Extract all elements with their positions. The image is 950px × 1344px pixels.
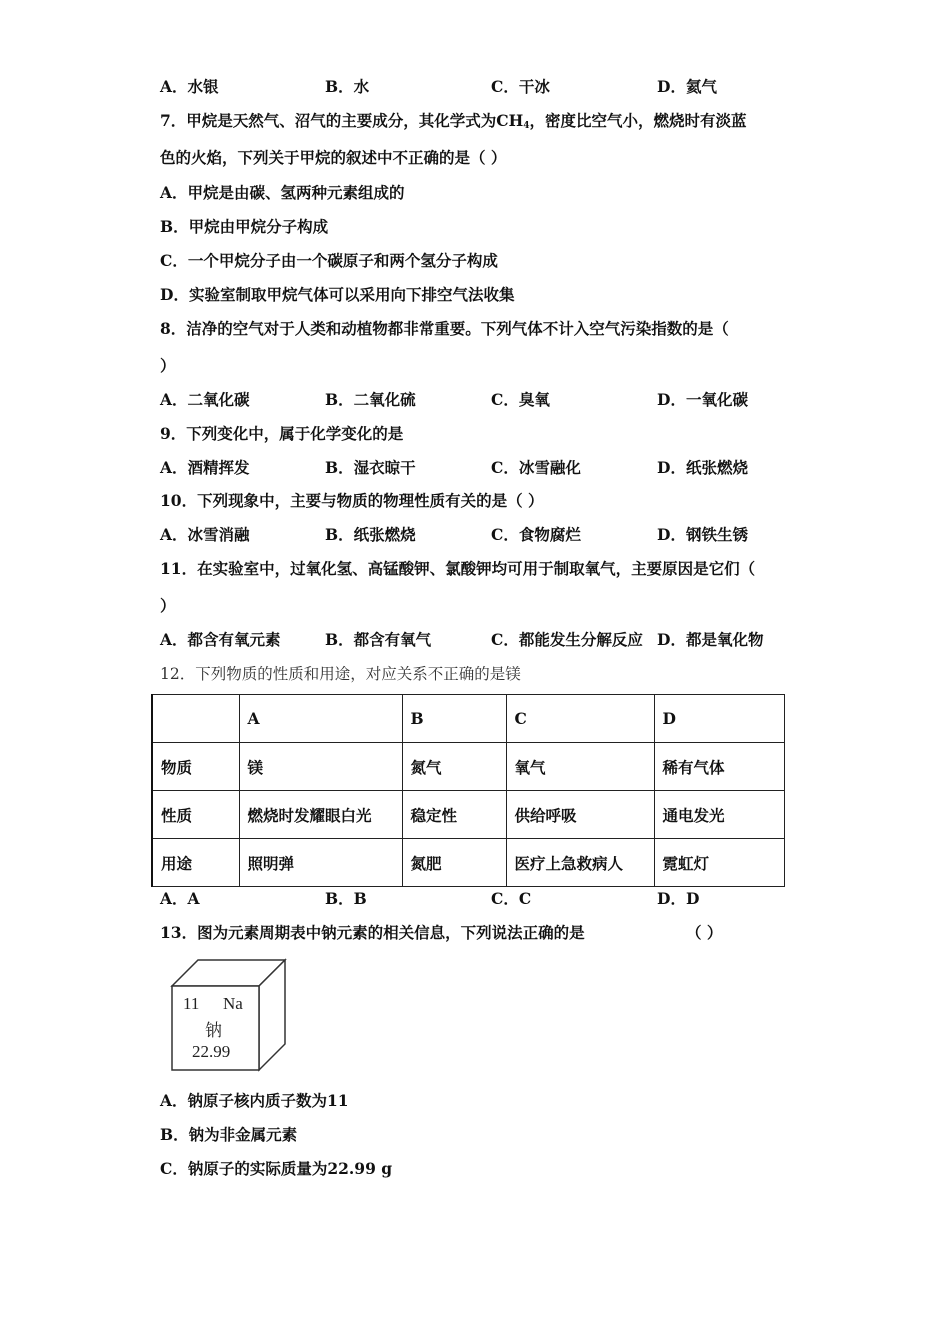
q7-option-c: C．一个甲烷分子由一个碳原子和两个氢分子构成 [160,251,498,270]
q8-option-c: C．臭氧 [491,390,550,409]
q6-option-a: A．水银 [160,77,219,96]
q8-stem-line2: ） [160,356,176,375]
q13-stem: 13．图为元素周期表中钠元素的相关信息，下列说法正确的是 [160,923,585,942]
q6-option-c: C．干冰 [491,77,550,96]
table-cell: 供给呼吸 [506,791,654,839]
q11-stem-line2: ） [160,596,176,615]
table-row [152,743,784,791]
element-atomic-number: 11 [183,994,200,1013]
q8-stem-line1: 8．洁净的空气对于人类和动植物都非常重要。下列气体不计入空气污染指数的是（ [160,319,729,338]
table-cell: 性质 [152,791,239,839]
table-header-cell: D [654,695,784,743]
table-header-cell: C [506,695,654,743]
table-cell: 氮肥 [402,839,506,887]
table-header-cell: A [239,695,402,743]
element-name: 钠 [205,1021,222,1040]
q13-answer-paren: （ ） [686,923,723,942]
q7-option-d: D．实验室制取甲烷气体可以采用向下排空气法收集 [160,285,515,304]
q8-option-d: D．一氧化碳 [657,390,748,409]
q9-option-d: D．纸张燃烧 [657,458,748,477]
q8-option-b: B．二氧化硫 [325,390,416,409]
q9-stem: 9．下列变化中，属于化学变化的是 [160,424,404,443]
q12-property-table [151,694,785,887]
q9-option-a: A．酒精挥发 [160,458,250,477]
table-cell: 照明弹 [239,839,402,887]
q7-stem-pre: 7．甲烷是天然气、沼气的主要成分，其化学式为CH [160,111,524,130]
q7-stem-post: ，密度比空气小，燃烧时有淡蓝 [529,111,747,130]
q11-option-a: A．都含有氧元素 [160,630,281,649]
table-cell: 稳定性 [402,791,506,839]
q7-stem-subscript: 4 [523,121,530,131]
q12-option-b: B．B [325,889,367,908]
q11-stem-line1: 11．在实验室中，过氧化氢、高锰酸钾、氯酸钾均可用于制取氧气，主要原因是它们（ [160,559,756,578]
q11-option-b: B．都含有氧气 [325,630,432,649]
q10-option-d: D．钢铁生锈 [657,525,748,544]
q6-option-b: B．水 [325,77,370,96]
q12-stem: 12．下列物质的性质和用途，对应关系不正确的是镁 [160,665,521,683]
table-row [152,839,784,887]
table-cell: 稀有气体 [654,743,784,791]
q7-stem-line1 [160,111,747,136]
q10-option-a: A．冰雪消融 [160,525,250,544]
element-symbol: Na [223,994,243,1013]
table-cell: 霓虹灯 [654,839,784,887]
table-header-cell: B [402,695,506,743]
table-cell: 氧气 [506,743,654,791]
sodium-element-cube [170,958,290,1074]
q9-option-b: B．湿衣晾干 [325,458,416,477]
q7-option-b: B．甲烷由甲烷分子构成 [160,217,329,236]
q7-stem-line2: 色的火焰，下列关于甲烷的叙述中不正确的是（ ） [160,148,507,167]
q7-option-a: A．甲烷是由碳、氢两种元素组成的 [160,183,405,202]
q10-stem: 10．下列现象中，主要与物质的物理性质有关的是（ ） [160,491,544,510]
q13-option-c: C．钠原子的实际质量为22.99 g [160,1159,393,1178]
q12-option-c: C．C [491,889,532,908]
q12-option-d: D．D [657,889,700,908]
table-cell: 用途 [152,839,239,887]
table-cell: 通电发光 [654,791,784,839]
q8-option-a: A．二氧化碳 [160,390,250,409]
table-cell: 燃烧时发耀眼白光 [239,791,402,839]
q9-option-c: C．冰雪融化 [491,458,581,477]
table-cell: 医疗上急救病人 [506,839,654,887]
q13-option-b: B．钠为非金属元素 [160,1125,298,1144]
table-cell: 物质 [152,743,239,791]
table-header-row [152,695,784,743]
q6-option-d: D．氦气 [657,77,717,96]
q10-option-c: C．食物腐烂 [491,525,581,544]
element-atomic-mass: 22.99 [192,1042,231,1061]
q12-option-a: A．A [160,889,200,908]
q11-option-c: C．都能发生分解反应 [491,630,643,649]
q10-option-b: B．纸张燃烧 [325,525,416,544]
q11-option-d: D．都是氧化物 [657,630,764,649]
table-header-cell [152,695,239,743]
table-row [152,791,784,839]
q13-option-a: A．钠原子核内质子数为11 [160,1091,349,1110]
table-cell: 氮气 [402,743,506,791]
table-cell: 镁 [239,743,402,791]
